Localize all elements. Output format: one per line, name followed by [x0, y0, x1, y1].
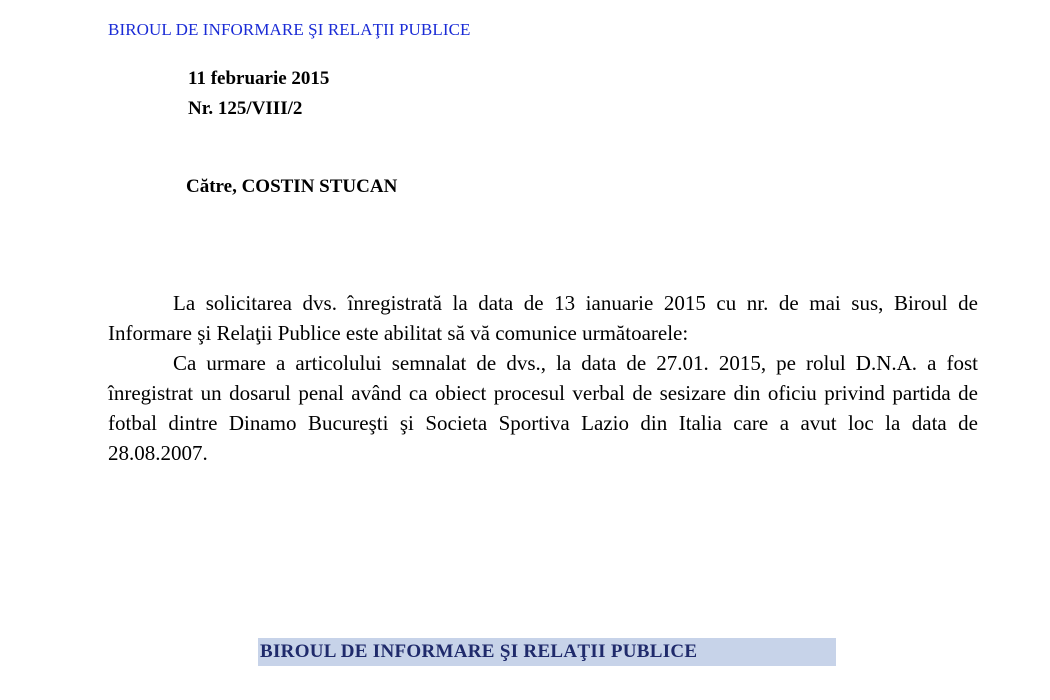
body-paragraph-1: La solicitarea dvs. înregistrată la data de 13 ianuarie 2015 cu nr. de mai sus, Biroul de Informare şi Relaţii Publice este abilitat să vă comunice următoarele: [108, 291, 978, 345]
document-number: Nr. 125/VIII/2 [188, 98, 303, 119]
signature-block: BIROUL DE INFORMARE ŞI RELAŢII PUBLICE [258, 638, 836, 666]
body-paragraph-2: Ca urmare a articolului semnalat de dvs., la data de 27.01. 2015, pe rolul D.N.A. a fost înregistrat un dosarul penal având ca obiect procesul verbal de sesizare din oficiu privind partida de fotbal dintre Dinamo Bucureşti şi Societa Sportiva Lazio din Italia care a avut loc la data de 28.08.2007. [108, 351, 978, 465]
letter-body [108, 288, 978, 468]
recipient-line: Către, COSTIN STUCAN [186, 176, 398, 197]
document-date: 11 februarie 2015 [188, 68, 330, 89]
office-header: BIROUL DE INFORMARE ŞI RELAŢII PUBLICE [108, 20, 471, 39]
